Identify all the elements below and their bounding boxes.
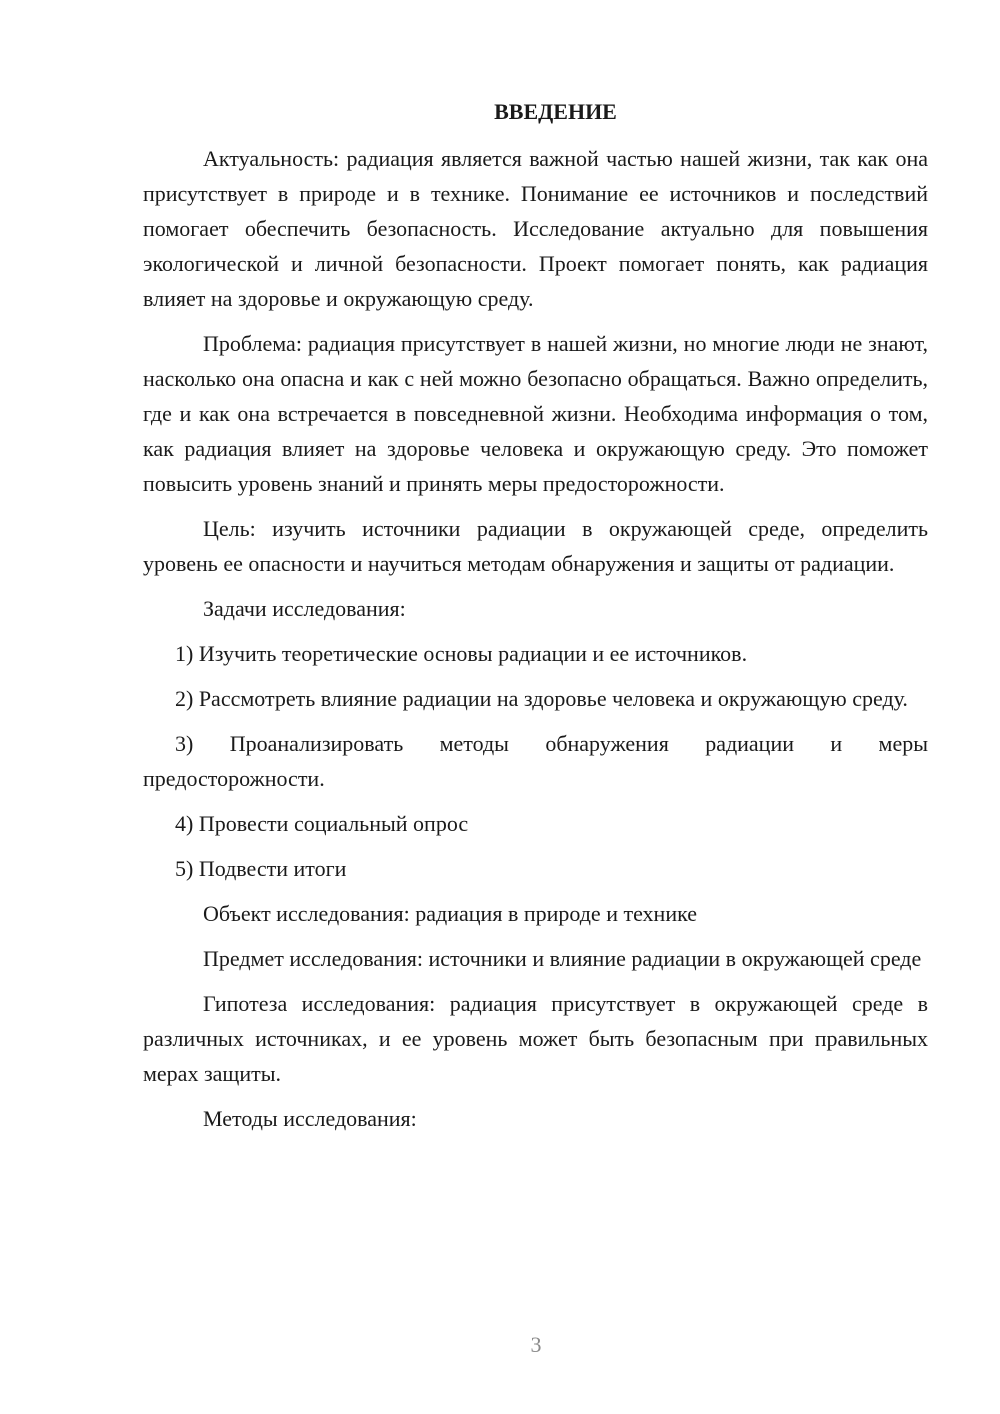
relevance-paragraph: Актуальность: радиация является важной частью нашей жизни, так как она присутствует в природе и в технике. Понимание ее источников и последствий помогает обеспечить безопасность. Исследование актуально для повышения экологической и личной безопасности. Проект помогает понять, как радиация влияет на здоровье и окружающую среду. bbox=[143, 146, 928, 311]
problem-paragraph: Проблема: радиация присутствует в нашей жизни, но многие люди не знают, насколько она опасна и как с ней можно безопасно обращаться. Важно определить, где и как она встречается в повседневной жизни. Необходима информация о том, как радиация влияет на здоровье человека и окружающую среду. Это поможет повысить уровень знаний и принять меры предосторожности. bbox=[143, 331, 928, 496]
object-paragraph: Объект исследования: радиация в природе и технике bbox=[203, 901, 698, 926]
section-title: ВВЕДЕНИЕ bbox=[494, 99, 617, 124]
task-item-2: 2) Рассмотреть влияние радиации на здоровье человека и окружающую среду. bbox=[175, 686, 908, 711]
methods-heading: Методы исследования: bbox=[203, 1106, 417, 1131]
page-content bbox=[143, 94, 928, 1146]
page-number: 3 bbox=[530, 1332, 542, 1357]
task-item-5: 5) Подвести итоги bbox=[175, 856, 347, 881]
subject-paragraph: Предмет исследования: источники и влияние радиации в окружающей среде bbox=[203, 946, 922, 971]
tasks-heading: Задачи исследования: bbox=[203, 596, 406, 621]
goal-paragraph: Цель: изучить источники радиации в окружающей среде, определить уровень ее опасности и научиться методам обнаружения и защиты от радиации. bbox=[143, 516, 928, 576]
hypothesis-paragraph: Гипотеза исследования: радиация присутствует в окружающей среде в различных источниках, и ее уровень может быть безопасным при правильных мерах защиты. bbox=[143, 991, 928, 1086]
task-item-3: 3) Проанализировать методы обнаружения радиации и меры предосторожности. bbox=[143, 731, 928, 791]
task-item-4: 4) Провести социальный опрос bbox=[175, 811, 469, 836]
task-item-1: 1) Изучить теоретические основы радиации и ее источников. bbox=[175, 641, 748, 666]
